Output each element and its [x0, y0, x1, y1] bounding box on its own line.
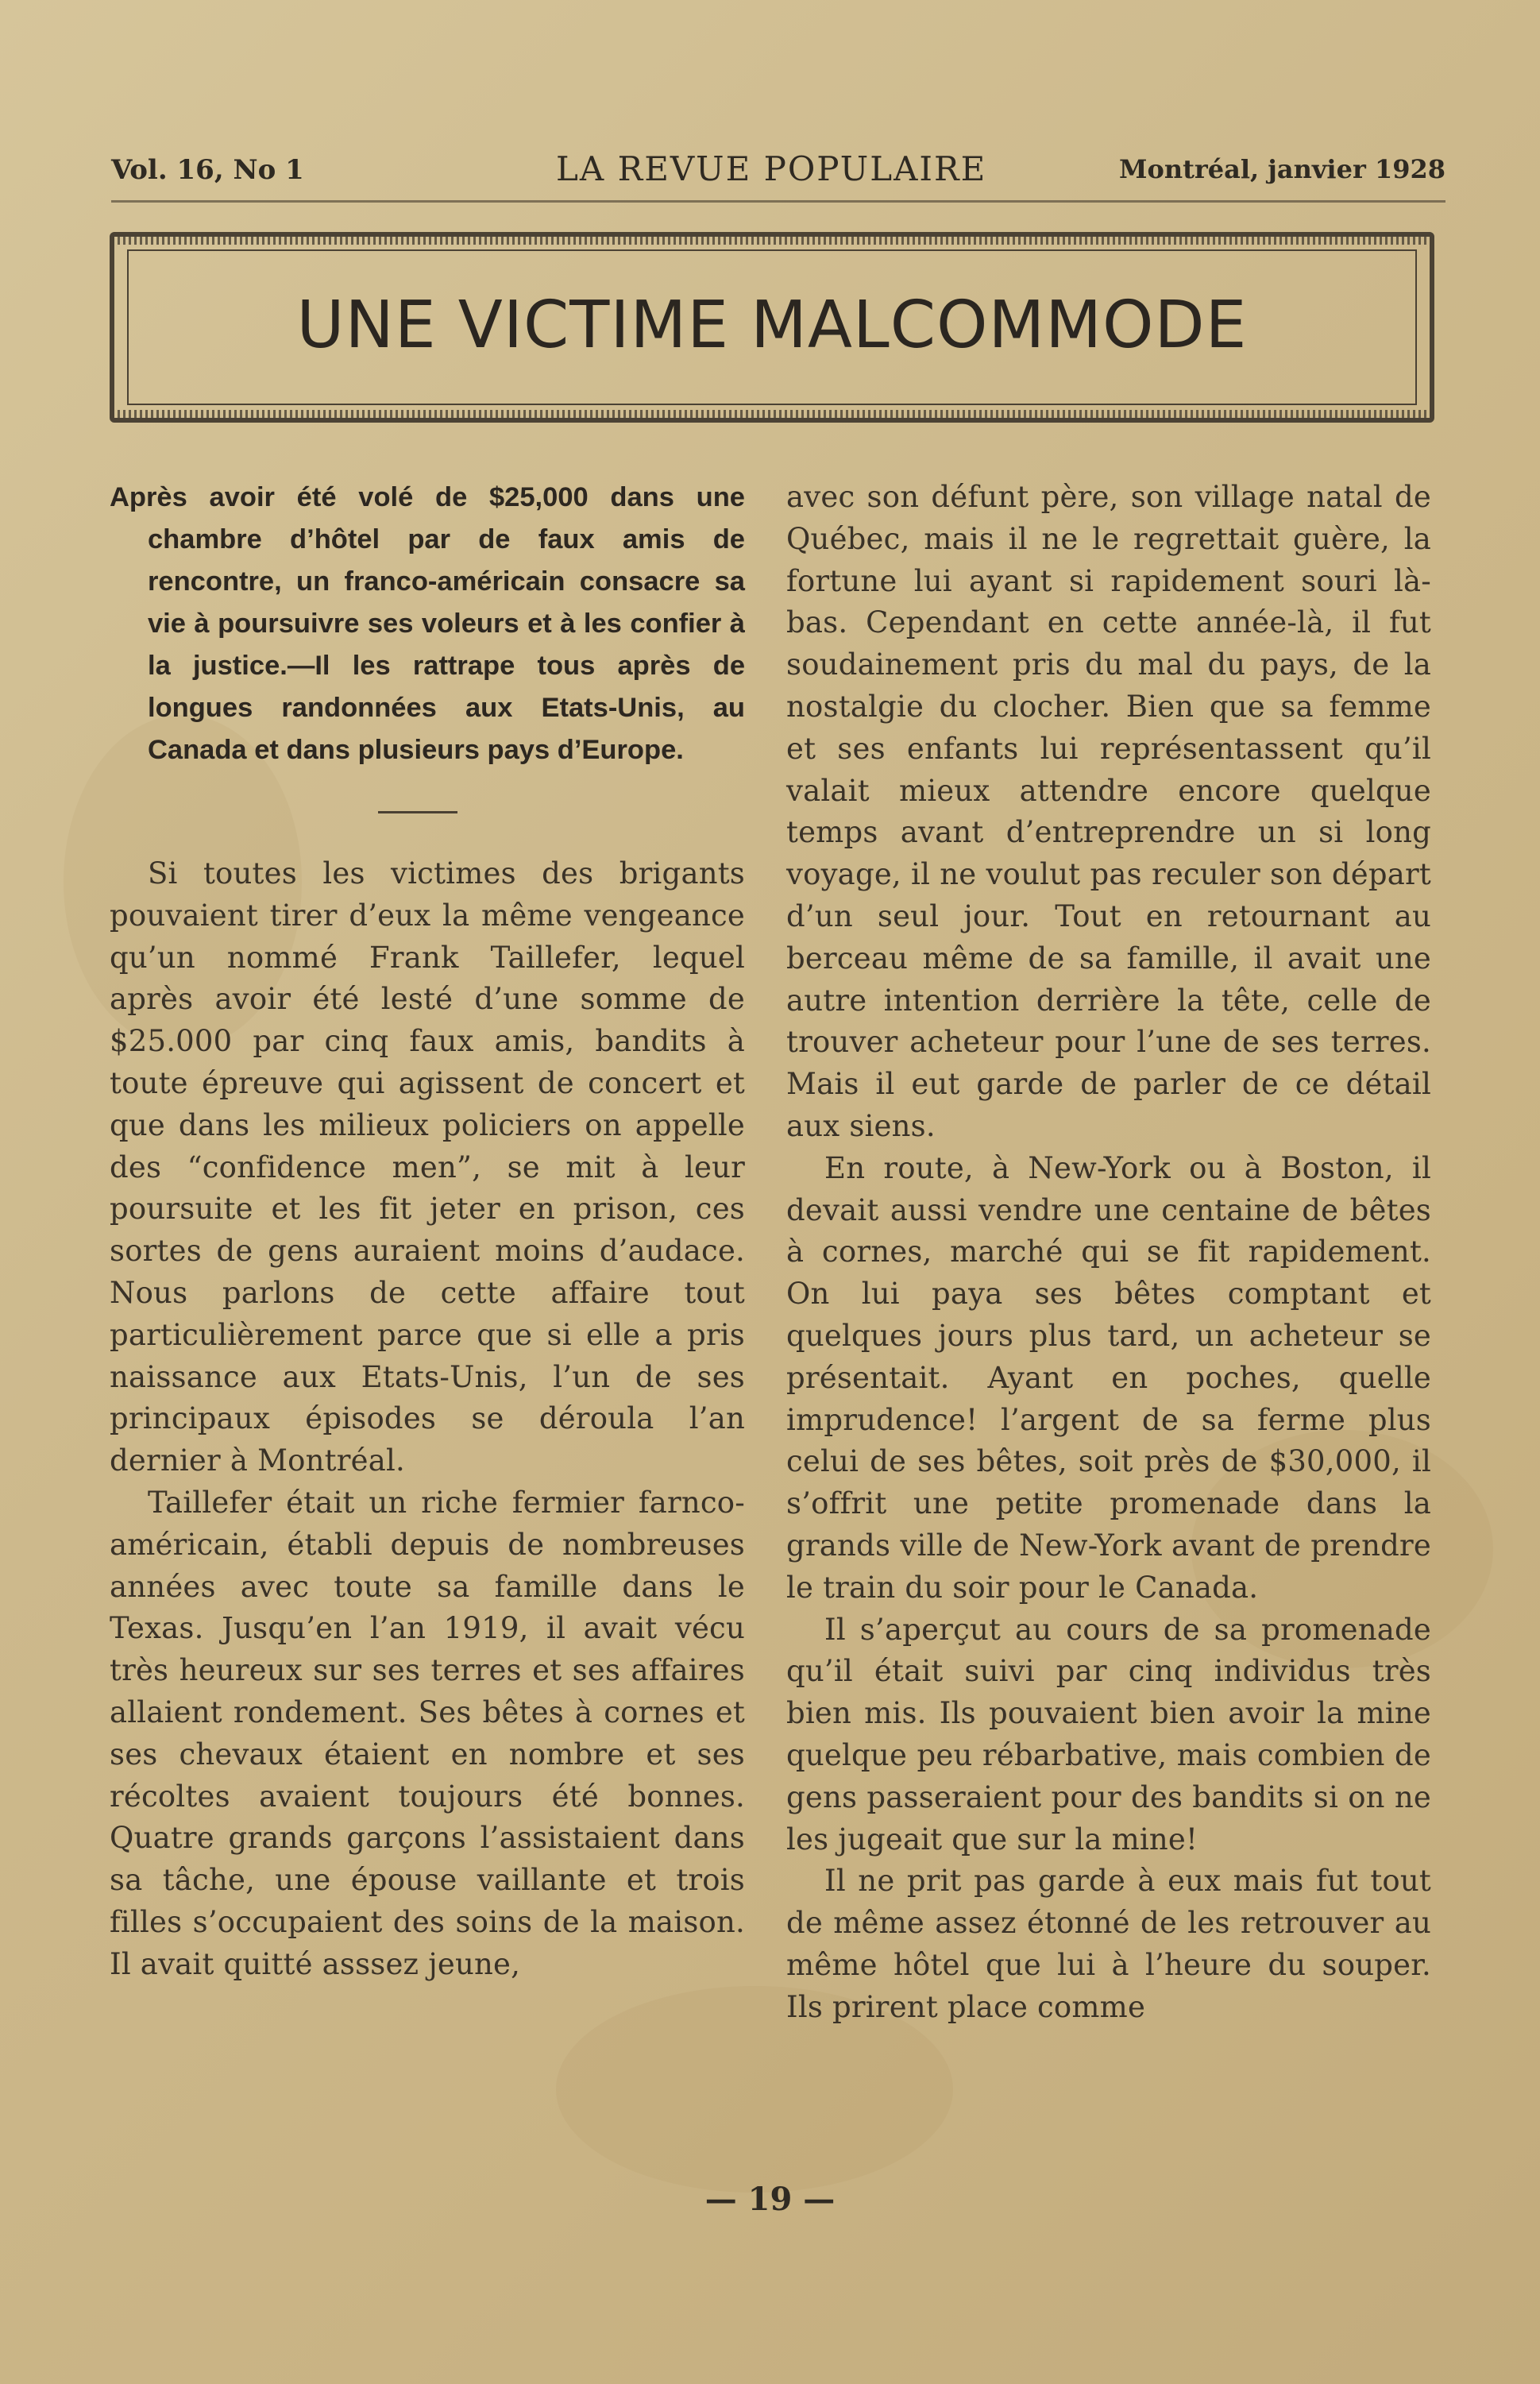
issue-date: Montréal, janvier 1928 — [1119, 154, 1445, 184]
running-head — [111, 149, 1445, 197]
lead-text: Après avoir été volé de $25,000 dans une chambre d’hôtel par de faux amis de rencontre, un franco-américain consacre sa vie à poursuivre ses voleurs et à les confier à la justice.—Il les rattrape tous après de longues randonnées aux Etats-Unis, au Canada et dans plusieurs pays d’Europe. — [110, 482, 745, 765]
paragraph: avec son défunt père, son village natal de Québec, mais il ne le regrettait guère, la fortune lui ayant si rapidement souri là-bas. Cependant en cette année-là, il fut soudainement pris du mal du pays, de la nostalgie du clocher. Bien que sa femme et ses enfants lui représentassent qu’il valait mieux attendre encore quelque temps avant d’entreprendre un si long voyage, il ne voulut pas reculer son départ d’un seul jour. Tout en retournant au berceau même de sa famille, il avait une autre intention derrière la tête, celle de trouver acheteur pour l’une de ses terres. Mais il eut garde de parler de ce détail aux siens. — [786, 480, 1431, 1143]
volume-number: Vol. 16, No 1 — [111, 154, 304, 186]
paragraph: Taillefer était un riche fermier farnco-américain, établi depuis de nombreuses années avec toute sa famille dans le Texas. Jusqu’en l’an 1919, il avait vécu très heureux sur ses terres et ses affaires allaient rondement. Ses bêtes à cornes et ses chevaux étaient en nombre et ses récoltes avaient toujours été bonnes. Quatre grands garçons l’assistaient dans sa tâche, une épouse vaillante et trois filles s’occupaient des soins de la maison. Il avait quitté asssez jeune, — [110, 1485, 745, 1981]
paragraph: Il ne prit pas garde à eux mais fut tout de même assez étonné de les retrouver au même hôtel que lui à l’heure du souper. Ils prirent place comme — [786, 1864, 1431, 2024]
border-ornament-bottom — [118, 410, 1426, 419]
page-number: — 19 — — [704, 2181, 836, 2218]
article-title: UNE VICTIME MALCOMMODE — [296, 288, 1248, 363]
paragraph: Il s’aperçut au cours de sa promenade qu’il était suivi par cinq individus très bien mis. Ils pouvaient bien avoir la mine quelque peu rébarbative, mais combien de gens passeraient pour des bandits si on ne les jugeait que sur la mine! — [786, 1612, 1431, 1857]
article-lead — [110, 477, 745, 771]
paragraph: Si toutes les victimes des brigants pouvaient tirer d’eux la même vengeance qu’un nommé Frank Taillefer, lequel après avoir été lesté d’une somme de $25.000 par cinq faux amis, bandits à toute épreuve qui agissent de concert et que dans les milieux policiers on appelle des “confidence men”, se mit à leur poursuite et les fit jeter en prison, ces sortes de gens auraient moins d’audace. Nous parlons de cette affaire tout particulièrement parce que si elle a pris naissance aux Etats-Unis, l’un de ses principaux épisodes se déroula l’an dernier à Montréal. — [110, 856, 745, 1478]
border-ornament-top — [118, 235, 1426, 245]
separator-rule — [378, 811, 457, 813]
title-frame — [110, 232, 1434, 423]
header-rule — [111, 200, 1445, 203]
column-right — [786, 477, 1431, 2028]
paragraph: En route, à New-York ou à Boston, il devait aussi vendre une centaine de bêtes à cornes, marché qui se fit rapidement. On lui paya ses bêtes comptant et quelques jours plus tard, un acheteur se présentait. Ayant en poches, quelle imprudence! l’argent de sa ferme plus celui de ses bêtes, soit près de $30,000, il s’offrit une petite promenade dans la grands ville de New-York avant de prendre le train du soir pour le Canada. — [786, 1150, 1431, 1605]
publication-name: LA REVUE POPULAIRE — [556, 149, 987, 188]
column-left — [110, 477, 745, 1986]
